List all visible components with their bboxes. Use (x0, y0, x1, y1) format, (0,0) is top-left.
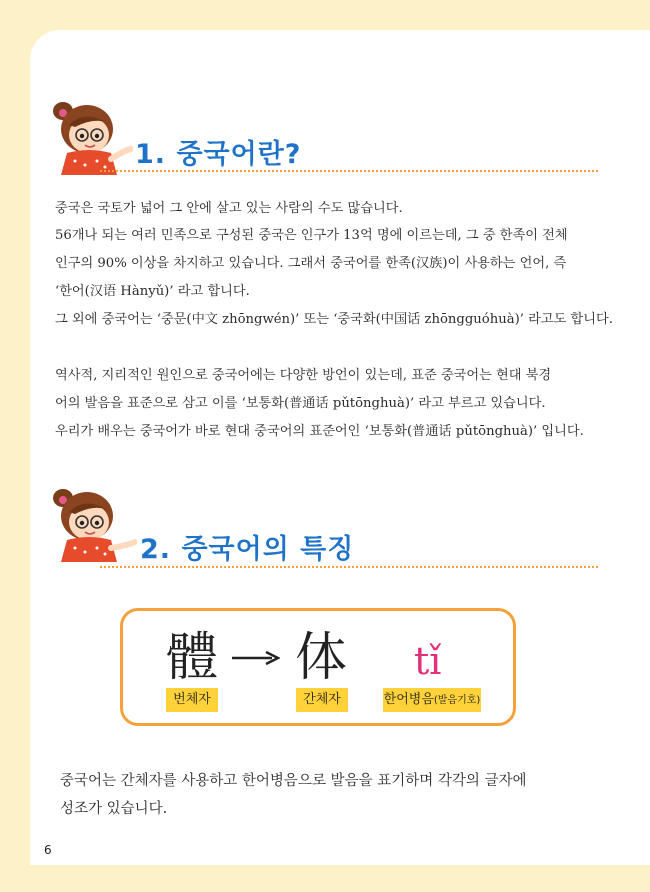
section-1-title: 1. 중국어란? (135, 139, 302, 170)
summary-line: 성조가 있습니다. (60, 801, 168, 817)
pinyin-label (383, 688, 481, 712)
traditional-character: 體 (166, 628, 219, 688)
summary-line: 중국어는 간체자를 사용하고 한어병음으로 발음을 표기하며 각각의 글자에 (60, 773, 527, 789)
pinyin-label-main: 한어병음 (383, 692, 434, 707)
section-1-divider (100, 170, 598, 172)
simplified-label: 간체자 (296, 688, 348, 712)
pinyin-text: tǐ (414, 639, 442, 683)
girl-mascot-icon (45, 482, 137, 564)
paragraph-line: 역사적, 지리적인 원인으로 중국어에는 다양한 방언이 있는데, 표준 중국어는 현대 북경 (55, 368, 552, 383)
paragraph-line: 그 외에 중국어는 ‘중문(中文 zhōngwén)’ 또는 ‘중국화(中国话 zhōngguóhuà)’ 라고도 합니다. (55, 312, 613, 327)
pinyin-label-note: (발음기호) (433, 695, 481, 706)
traditional-label: 번체자 (166, 688, 218, 712)
paragraph-line: 어의 발음을 표준으로 삼고 이를 ‘보통화(普通话 pǔtōnghuà)’ 라고 부르고 있습니다. (55, 396, 546, 411)
paragraph-line: 우리가 배우는 중국어가 바로 현대 중국어의 표준어인 ‘보통화(普通话 pǔtōnghuà)’ 입니다. (55, 424, 584, 439)
simplified-character: 体 (295, 628, 348, 688)
paragraph-line: 중국은 국토가 넓어 그 안에 살고 있는 사람의 수도 많습니다. (55, 201, 403, 216)
paragraph-line: 56개나 되는 여러 민족으로 구성된 중국은 인구가 13억 명에 이르는데, 그 중 한족이 전체 (55, 228, 568, 243)
section-2-title: 2. 중국어의 특징 (140, 534, 355, 565)
section-2-divider (100, 566, 598, 568)
girl-mascot-icon (45, 95, 133, 177)
right-arrow-icon (232, 650, 280, 666)
paragraph-line: ‘한어(汉语 Hànyǔ)’ 라고 합니다. (55, 284, 250, 299)
page-number: 6 (44, 843, 52, 857)
paragraph-line: 인구의 90% 이상을 차지하고 있습니다. 그래서 중국어를 한족(汉族)이 사용하는 언어, 즉 (55, 256, 567, 271)
